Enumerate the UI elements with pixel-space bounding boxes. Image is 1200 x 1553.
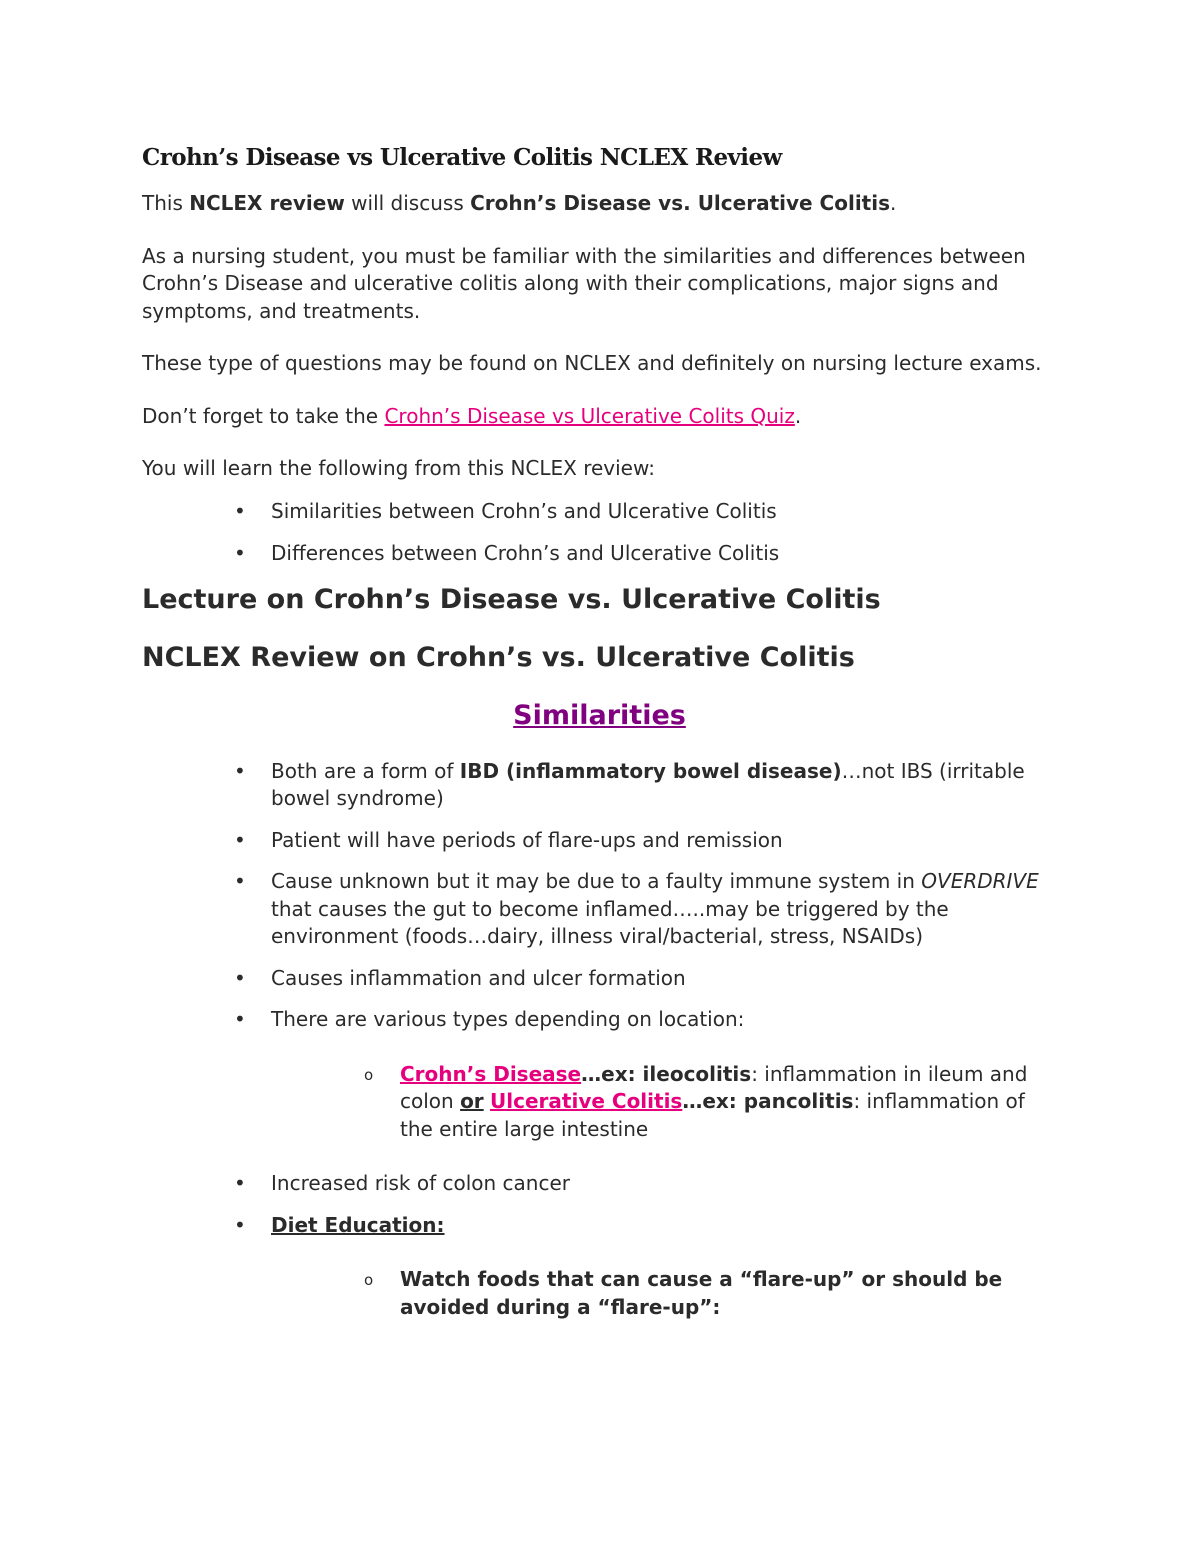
document-title: Crohn’s Disease vs Ulcerative Colitis NCLEX Review — [142, 144, 782, 171]
ibd-text: Both are a form of — [271, 758, 460, 783]
quiz-paragraph — [142, 403, 1057, 431]
similarities-list-cont — [142, 1170, 1057, 1239]
list-item: • Causes inflammation and ulcer formation — [142, 965, 1057, 993]
ulcerative-colitis-link[interactable]: Ulcerative Colitis — [490, 1089, 683, 1113]
pancolitis-text: : inflammation of the entire large intestine — [400, 1089, 1025, 1141]
similarities-heading: Similarities — [513, 699, 686, 731]
review-heading: NCLEX Review on Crohn’s vs. Ulcerative Colitis — [142, 641, 855, 673]
similarities-list — [142, 758, 1057, 1034]
list-item: • There are various types depending on location: — [142, 1006, 1057, 1034]
list-item — [142, 1266, 1057, 1321]
cause-text: Cause unknown but it may be due to a faulty immune system in — [271, 869, 922, 893]
intro-text: This — [142, 191, 190, 215]
quiz-link[interactable]: Crohn’s Disease vs Ulcerative Colits Quiz — [384, 403, 795, 428]
questions-paragraph: These type of questions may be found on NCLEX and definitely on nursing lecture exams. — [142, 351, 1042, 375]
watch-foods-text: Watch foods that can cause a “flare-up” or should be avoided during a “flare-up”: — [400, 1267, 1003, 1319]
cause-text-end: that causes the gut to become inflamed…..may be triggered by the environment (foods…dairy, illness viral/bacterial, stress, NSAIDs) — [271, 896, 949, 948]
types-sublist — [142, 1061, 1057, 1144]
pancolitis-bold: …ex: pancolitis — [682, 1089, 854, 1113]
list-item — [142, 868, 1057, 951]
learn-intro: You will learn the following from this NCLEX review: — [142, 456, 655, 480]
diet-sublist — [142, 1266, 1057, 1321]
list-item — [142, 1212, 1057, 1240]
list-item: • Similarities between Crohn’s and Ulcerative Colitis — [142, 498, 1057, 526]
list-item: • Increased risk of colon cancer — [142, 1170, 1057, 1198]
list-item — [142, 1061, 1057, 1144]
intro-bold-review: NCLEX review — [189, 191, 345, 215]
quiz-text-end: . — [794, 403, 802, 428]
intro-bold-topic: Crohn’s Disease vs. Ulcerative Colitis — [470, 191, 890, 215]
list-item: • Differences between Crohn’s and Ulcerative Colitis — [142, 540, 1057, 568]
quiz-text: Don’t forget to take the — [142, 403, 385, 428]
learn-list — [142, 498, 1057, 568]
diet-education-label: Diet Education: — [271, 1212, 445, 1237]
intro-text-mid: will discuss — [344, 191, 471, 215]
ibd-bold: IBD (inflammatory bowel disease) — [459, 758, 842, 783]
ibd-text-end: …not IBS (irritable bowel syndrome) — [271, 758, 1025, 810]
or-underlined: or — [460, 1089, 484, 1113]
ileocolitis-bold: …ex: ileocolitis — [581, 1061, 752, 1086]
list-item — [142, 758, 1057, 813]
familiar-paragraph: As a nursing student, you must be familiar with the similarities and differences between Crohn’s Disease and ulcerative colitis along with their complications, major signs and symptoms, and treatments. — [142, 243, 1026, 323]
intro-text-end: . — [890, 191, 897, 215]
list-item: • Patient will have periods of flare-ups and remission — [142, 827, 1057, 855]
cause-italic: OVERDRIVE — [921, 869, 1039, 893]
ileocolitis-text: : inflammation in ileum and colon — [400, 1061, 1028, 1113]
crohns-disease-link[interactable]: Crohn’s Disease — [400, 1061, 582, 1086]
lecture-heading: Lecture on Crohn’s Disease vs. Ulcerative Colitis — [142, 583, 881, 615]
intro-paragraph — [142, 190, 1057, 218]
document-page — [142, 140, 1057, 1321]
